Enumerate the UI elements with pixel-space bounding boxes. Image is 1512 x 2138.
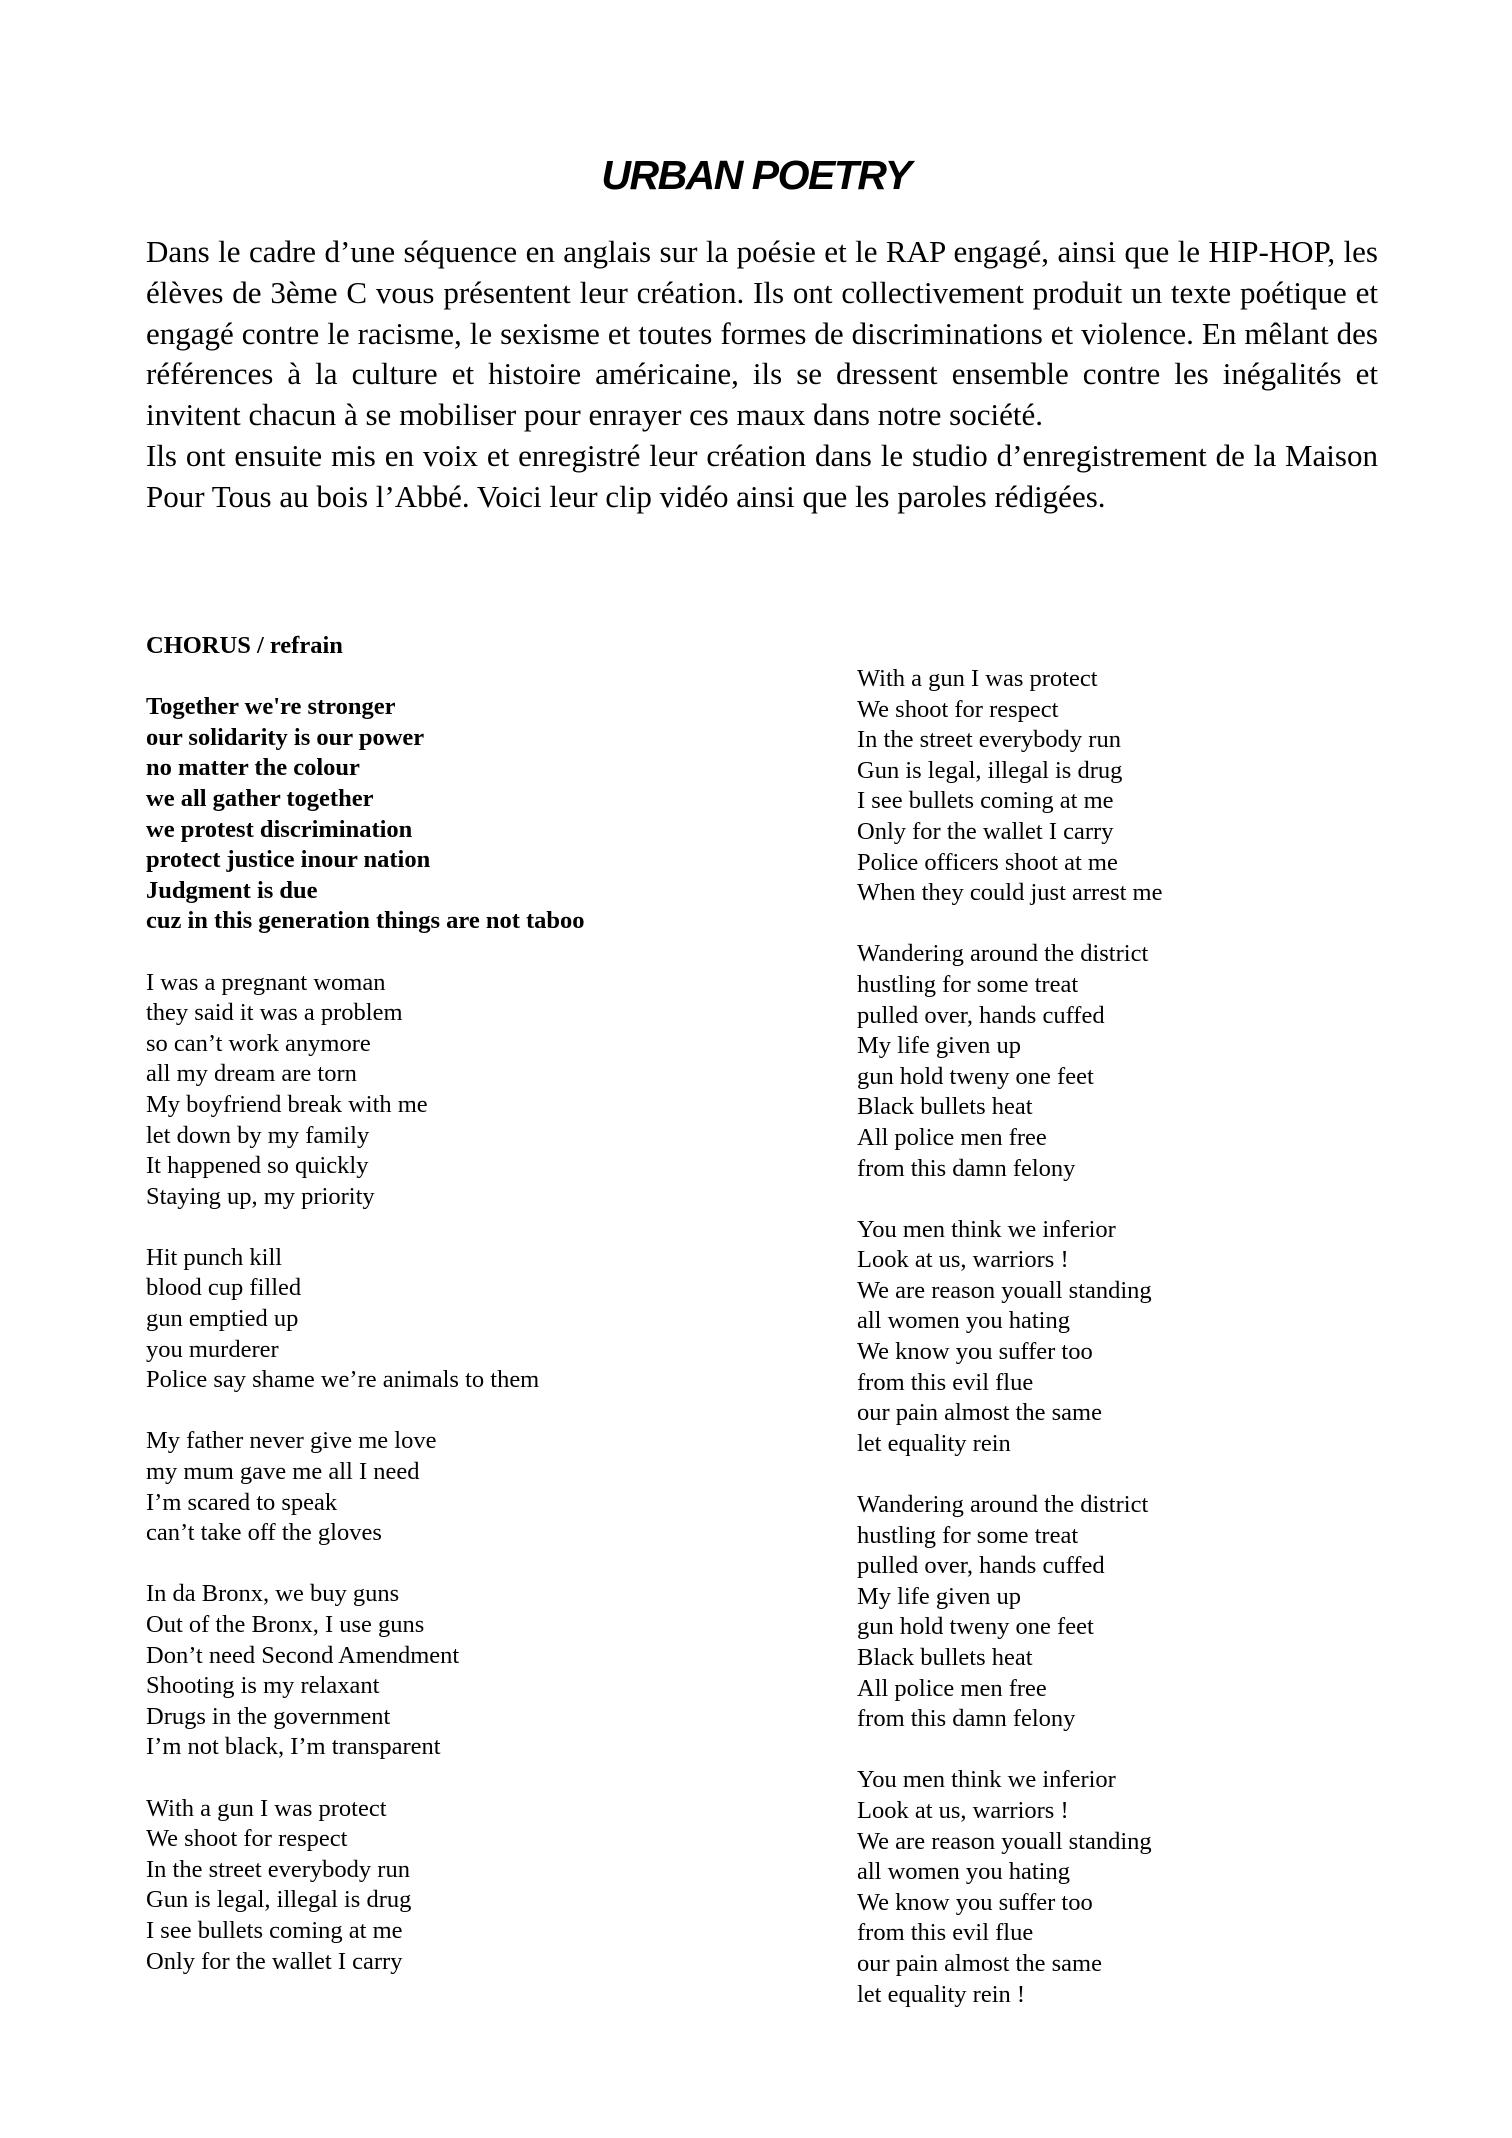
lyric-line: from this evil flue	[857, 1368, 1034, 1396]
lyric-line: We are reason youall standing	[857, 1827, 1152, 1855]
lyric-line: We are reason youall standing	[857, 1276, 1152, 1304]
lyric-line: Gun is legal, illegal is drug	[857, 756, 1123, 784]
lyric-line: no matter the colour	[146, 754, 360, 782]
stanza	[146, 1794, 786, 1978]
lyric-line: Drugs in the government	[146, 1702, 391, 1730]
lyric-line: all women you hating	[857, 1858, 1070, 1886]
lyrics-left-column	[146, 631, 786, 1977]
chorus-heading-block	[146, 631, 786, 662]
lyrics-right-column	[857, 664, 1417, 2010]
page-title: URBAN POETRY	[601, 152, 911, 198]
lyric-line: blood cup filled	[146, 1274, 302, 1302]
lyric-line: Wandering around the district	[857, 940, 1149, 968]
lyric-line: When they could just arrest me	[857, 879, 1163, 907]
stanza	[146, 1243, 786, 1396]
lyric-line: we protest discrimination	[146, 815, 413, 843]
lyric-line: We know you suffer too	[857, 1888, 1093, 1916]
lyric-line: they said it was a problem	[146, 999, 403, 1027]
intro-paragraph: Dans le cadre d’une séquence en anglais sur la poésie et le RAP engagé, ainsi que le HIP-HOP, les élèves de 3ème C vous présentent leur création. Ils ont collectivement produit un texte poétique et engagé contre le racisme, le sexisme et toutes formes de discriminations et violence. En mêlant des références à la culture et histoire américaine, ils se dressent ensemble contre les inégalités et invitent chacun à se mobiliser pour enrayer ces maux dans notre société.	[146, 234, 1378, 433]
lyric-line: Black bullets heat	[857, 1644, 1033, 1671]
lyric-line: I’m not black, I’m transparent	[146, 1733, 441, 1761]
lyric-line: cuz in this generation things are not taboo	[146, 907, 585, 935]
lyric-line: My father never give me love	[146, 1427, 437, 1455]
lyric-line: Don’t need Second Amendment	[146, 1641, 460, 1669]
lyric-line: gun hold tweny one feet	[857, 1613, 1094, 1641]
lyric-line: let equality rein	[857, 1429, 1011, 1457]
lyric-line: hustling for some treat	[857, 1521, 1079, 1549]
lyric-line: With a gun I was protect	[857, 665, 1098, 692]
lyric-line: pulled over, hands cuffed	[857, 1001, 1105, 1029]
stanza	[857, 1765, 1417, 2010]
lyric-line: With a gun I was protect	[146, 1794, 387, 1822]
stanza	[857, 1490, 1417, 1735]
lyric-line: Judgment is due	[146, 876, 318, 904]
lyric-line: pulled over, hands cuffed	[857, 1552, 1105, 1580]
lyric-line: hustling for some treat	[857, 970, 1079, 998]
stanza	[146, 1426, 786, 1548]
lyric-line: Gun is legal, illegal is drug	[146, 1886, 412, 1914]
lyric-line: I see bullets coming at me	[146, 1916, 403, 1944]
lyric-line: All police men free	[857, 1123, 1047, 1151]
stanza	[857, 664, 1417, 909]
lyric-line: In the street everybody run	[146, 1855, 410, 1883]
lyric-line: my mum gave me all I need	[146, 1458, 420, 1486]
chorus-heading: CHORUS / refrain	[146, 632, 343, 659]
lyric-line: all women you hating	[857, 1307, 1070, 1335]
lyric-line: can’t take off the gloves	[146, 1519, 382, 1547]
stanza	[146, 1579, 786, 1763]
lyric-line: We shoot for respect	[857, 695, 1059, 723]
lyric-line: Only for the wallet I carry	[146, 1947, 403, 1975]
lyric-line: our pain almost the same	[857, 1399, 1102, 1427]
lyric-line: gun emptied up	[146, 1305, 299, 1333]
lyric-line: I’m scared to speak	[146, 1488, 338, 1516]
lyric-line: I see bullets coming at me	[857, 787, 1114, 815]
lyric-line: Black bullets heat	[857, 1093, 1033, 1121]
lyric-line: My boyfriend break with me	[146, 1090, 428, 1118]
lyric-line: I was a pregnant woman	[146, 968, 386, 996]
lyric-line: let down by my family	[146, 1121, 370, 1149]
lyric-line: My life given up	[857, 1032, 1021, 1060]
lyric-line: our solidarity is our power	[146, 723, 425, 751]
lyric-line: My life given up	[857, 1582, 1021, 1610]
intro-text	[146, 232, 1378, 518]
lyric-line: Shooting is my relaxant	[146, 1672, 380, 1700]
lyric-line: In the street everybody run	[857, 726, 1121, 754]
lyric-line: We shoot for respect	[146, 1825, 348, 1853]
lyric-line: from this evil flue	[857, 1919, 1034, 1947]
intro-paragraph: Ils ont ensuite mis en voix et enregistré leur création dans le studio d’enregistrement de la Maison Pour Tous au bois l’Abbé. Voici leur clip vidéo ainsi que les paroles rédigées.	[146, 437, 1378, 514]
lyric-line: let equality rein !	[857, 1980, 1026, 2008]
chorus	[146, 692, 786, 937]
lyric-line: We know you suffer too	[857, 1338, 1093, 1366]
lyric-line: Only for the wallet I carry	[857, 817, 1114, 845]
lyric-line: Look at us, warriors !	[857, 1796, 1069, 1824]
lyric-line: Police say shame we’re animals to them	[146, 1366, 540, 1394]
lyric-line: You men think we inferior	[857, 1215, 1116, 1243]
lyric-line: All police men free	[857, 1674, 1047, 1702]
lyric-line: Police officers shoot at me	[857, 848, 1118, 876]
left-stanzas	[146, 968, 786, 1978]
lyric-line: our pain almost the same	[857, 1949, 1102, 1977]
stanza	[146, 968, 786, 1213]
lyric-line: It happened so quickly	[146, 1152, 369, 1180]
lyric-line: Look at us, warriors !	[857, 1246, 1069, 1274]
right-stanzas	[857, 664, 1417, 2010]
lyric-line: Staying up, my priority	[146, 1182, 375, 1210]
lyric-line: we all gather together	[146, 784, 374, 812]
lyric-line: from this damn felony	[857, 1705, 1076, 1733]
lyric-line: Hit punch kill	[146, 1243, 283, 1271]
lyric-line: gun hold tweny one feet	[857, 1062, 1094, 1090]
lyric-line: In da Bronx, we buy guns	[146, 1580, 400, 1608]
lyric-line: You men think we inferior	[857, 1766, 1116, 1794]
lyric-line: Wandering around the district	[857, 1491, 1149, 1519]
lyric-line: all my dream are torn	[146, 1060, 357, 1088]
lyric-line: you murderer	[146, 1335, 279, 1363]
lyric-line: so can’t work anymore	[146, 1029, 371, 1057]
lyric-line: protect justice inour nation	[146, 846, 431, 874]
lyric-line: from this damn felony	[857, 1154, 1076, 1182]
stanza	[857, 939, 1417, 1184]
lyric-line: Together we're stronger	[146, 693, 396, 721]
lyric-line: Out of the Bronx, I use guns	[146, 1611, 425, 1638]
stanza	[857, 1215, 1417, 1460]
